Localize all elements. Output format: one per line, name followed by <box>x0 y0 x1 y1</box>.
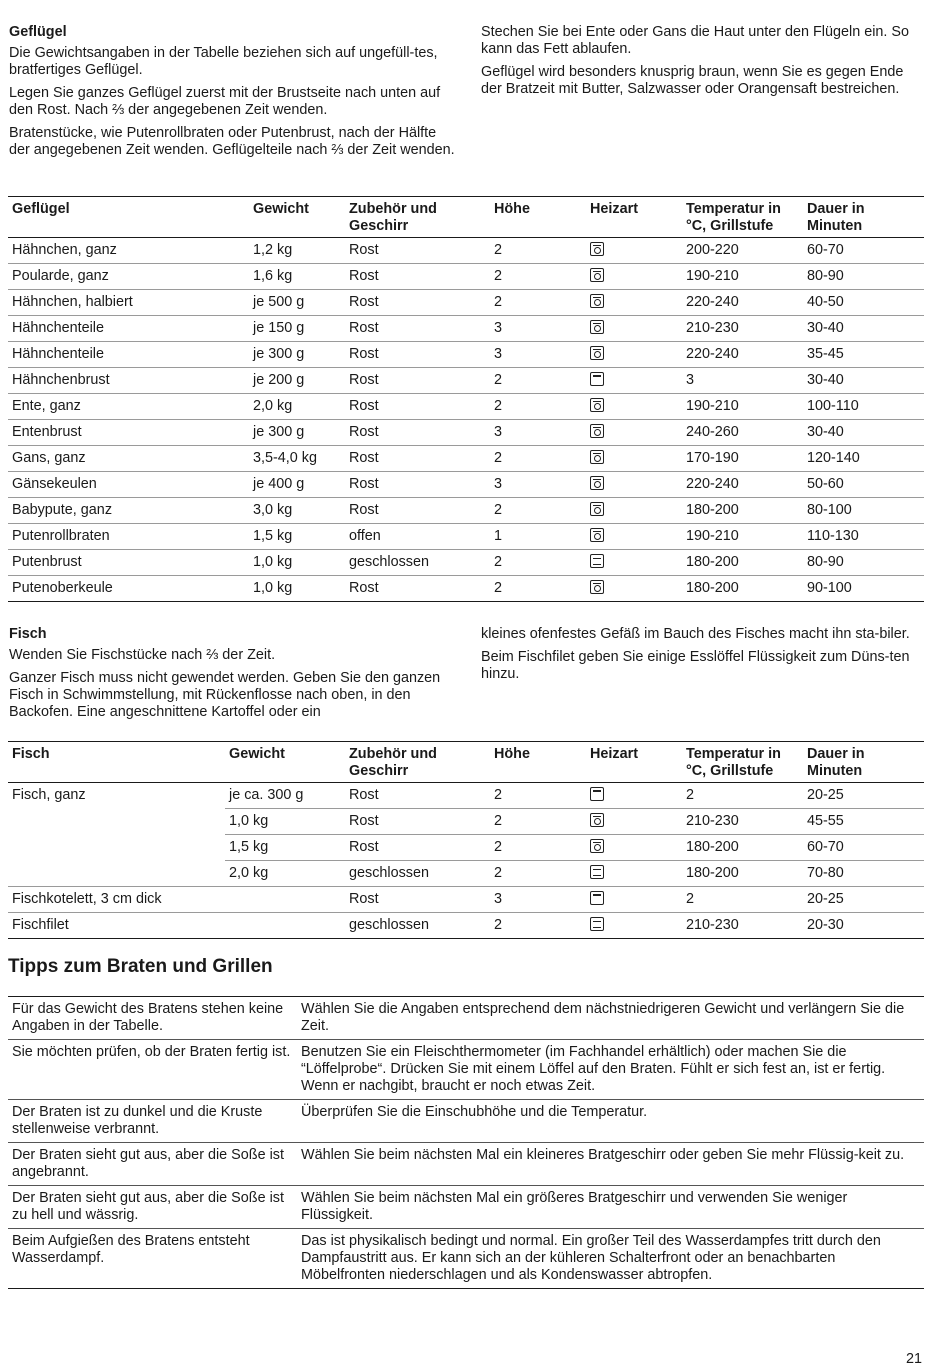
tip-problem: Beim Aufgießen des Bratens entsteht Wasserdampf. <box>8 1229 297 1289</box>
table-cell: Rost <box>345 316 490 342</box>
table-cell: Rost <box>345 783 490 809</box>
fish-intro-right <box>481 626 921 689</box>
ober-unterhitze-icon <box>590 917 604 931</box>
tip-problem: Der Braten ist zu dunkel und die Kruste stellenweise verbrannt. <box>8 1100 297 1143</box>
header-cell: Gewicht <box>249 197 345 238</box>
table-cell: 2 <box>682 783 803 809</box>
table-cell: 1,0 kg <box>249 550 345 576</box>
fish-paragraph: Beim Fischfilet geben Sie einige Esslöffel Flüssigkeit zum Düns-ten hinzu. <box>481 649 910 682</box>
header-cell: Zubehör und Geschirr <box>345 197 490 238</box>
table-cell: 170-190 <box>682 446 803 472</box>
tip-problem: Für das Gewicht des Bratens stehen keine Angaben in der Tabelle. <box>8 997 297 1040</box>
table-cell: 2 <box>490 264 586 290</box>
table-cell: 2 <box>490 913 586 939</box>
tip-solution: Benutzen Sie ein Fleischthermometer (im Fachhandel erhältlich) oder machen Sie die “Löffelprobe“. Drücken Sie mit einem Löffel auf den Braten. Fühlt er sich fest an, ist er fertig. Wenn er nachgibt, braucht er noch etwas Zeit. <box>297 1040 924 1100</box>
table-cell: 180-200 <box>682 550 803 576</box>
table-cell: Hähnchenbrust <box>8 368 249 394</box>
table-cell: 3,0 kg <box>249 498 345 524</box>
tips-row <box>8 1100 924 1143</box>
table-cell: Hähnchenteile <box>8 342 249 368</box>
poultry-heading: Geflügel <box>9 24 67 40</box>
table-row <box>8 913 924 939</box>
heating-mode-cell <box>586 290 682 316</box>
table-row <box>8 342 924 368</box>
table-row <box>8 809 924 835</box>
table-row <box>8 290 924 316</box>
table-cell: 1,0 kg <box>225 809 345 835</box>
table-cell: 80-90 <box>803 264 924 290</box>
table-cell: geschlossen <box>345 913 490 939</box>
heating-mode-cell <box>586 394 682 420</box>
table-row <box>8 861 924 887</box>
table-cell: Rost <box>345 420 490 446</box>
tip-solution: Überprüfen Sie die Einschubhöhe und die Temperatur. <box>297 1100 924 1143</box>
table-cell: 1,5 kg <box>249 524 345 550</box>
table-cell <box>8 835 225 861</box>
table-cell: 2 <box>490 394 586 420</box>
table-cell: 30-40 <box>803 420 924 446</box>
poultry-table-body <box>8 238 924 602</box>
table-cell: 3 <box>490 420 586 446</box>
table-cell <box>225 887 345 913</box>
table-cell <box>8 861 225 887</box>
table-cell: 2 <box>490 861 586 887</box>
table-cell: geschlossen <box>345 550 490 576</box>
fish-table <box>8 741 924 939</box>
header-cell: Höhe <box>490 197 586 238</box>
poultry-paragraph: Stechen Sie bei Ente oder Gans die Haut unter den Flügeln ein. So kann das Fett ablaufen. <box>481 24 910 57</box>
umluft-icon <box>590 398 604 412</box>
table-cell: 80-100 <box>803 498 924 524</box>
table-cell: 2 <box>490 783 586 809</box>
table-cell: 20-25 <box>803 783 924 809</box>
heating-mode-cell <box>586 835 682 861</box>
heating-mode-cell <box>586 809 682 835</box>
umluft-icon <box>590 580 604 594</box>
table-cell: je 200 g <box>249 368 345 394</box>
table-row <box>8 887 924 913</box>
tips-row <box>8 997 924 1040</box>
table-row <box>8 238 924 264</box>
table-cell: 80-90 <box>803 550 924 576</box>
header-cell: Temperatur in °C, Grillstufe <box>682 197 803 238</box>
table-cell: 3 <box>490 342 586 368</box>
table-cell: 30-40 <box>803 316 924 342</box>
table-cell: 35-45 <box>803 342 924 368</box>
table-cell: 210-230 <box>682 913 803 939</box>
table-cell: 1,5 kg <box>225 835 345 861</box>
page-number: 21 <box>905 1351 922 1367</box>
table-cell: Rost <box>345 290 490 316</box>
poultry-table-header <box>8 197 924 238</box>
table-cell: 2 <box>490 835 586 861</box>
table-cell: je ca. 300 g <box>225 783 345 809</box>
table-cell: 220-240 <box>682 290 803 316</box>
table-cell: Rost <box>345 264 490 290</box>
heating-mode-cell <box>586 783 682 809</box>
table-cell: 190-210 <box>682 524 803 550</box>
heating-mode-cell <box>586 550 682 576</box>
table-cell: 180-200 <box>682 835 803 861</box>
tip-problem: Der Braten sieht gut aus, aber die Soße ist zu hell und wässrig. <box>8 1186 297 1229</box>
poultry-intro-left <box>9 24 457 165</box>
table-row <box>8 368 924 394</box>
poultry-paragraph: Legen Sie ganzes Geflügel zuerst mit der Brustseite nach unten auf den Rost. Nach ⅔ der angegebenen Zeit wenden. <box>9 85 441 118</box>
table-cell: 2 <box>490 809 586 835</box>
table-cell: 1,2 kg <box>249 238 345 264</box>
header-cell: Gewicht <box>225 742 345 783</box>
table-cell: 210-230 <box>682 809 803 835</box>
heating-mode-cell <box>586 472 682 498</box>
table-cell: 3 <box>490 316 586 342</box>
tips-heading: Tipps zum Braten und Grillen <box>8 956 273 977</box>
heating-mode-cell <box>586 264 682 290</box>
heating-mode-cell <box>586 446 682 472</box>
table-row <box>8 550 924 576</box>
table-row <box>8 446 924 472</box>
table-cell: Putenoberkeule <box>8 576 249 602</box>
grill-icon <box>590 787 604 801</box>
table-cell: 2,0 kg <box>225 861 345 887</box>
table-cell: je 500 g <box>249 290 345 316</box>
table-cell: 3 <box>490 887 586 913</box>
fish-paragraph: Ganzer Fisch muss nicht gewendet werden. Geben Sie den ganzen Fisch in Schwimmstellung, mit Rückenflosse nach oben, in den Backofen. Eine angeschnittene Kartoffel oder ein <box>9 670 441 720</box>
table-cell: 200-220 <box>682 238 803 264</box>
heating-mode-cell <box>586 368 682 394</box>
table-cell: 2,0 kg <box>249 394 345 420</box>
table-cell: 100-110 <box>803 394 924 420</box>
table-row <box>8 316 924 342</box>
table-cell: 60-70 <box>803 238 924 264</box>
tips-row <box>8 1186 924 1229</box>
table-row <box>8 394 924 420</box>
poultry-paragraph: Die Gewichtsangaben in der Tabelle beziehen sich auf ungefüll-tes, bratfertiges Geflügel. <box>9 45 438 78</box>
table-cell: 60-70 <box>803 835 924 861</box>
umluft-icon <box>590 528 604 542</box>
table-cell: 220-240 <box>682 472 803 498</box>
table-cell: 2 <box>490 368 586 394</box>
table-cell: 1,0 kg <box>249 576 345 602</box>
table-cell: Hähnchenteile <box>8 316 249 342</box>
table-cell: Rost <box>345 809 490 835</box>
table-cell: 3 <box>682 368 803 394</box>
table-cell: Hähnchen, halbiert <box>8 290 249 316</box>
table-row <box>8 264 924 290</box>
table-cell: Rost <box>345 472 490 498</box>
table-cell: je 150 g <box>249 316 345 342</box>
table-cell <box>8 809 225 835</box>
table-cell: offen <box>345 524 490 550</box>
table-cell: Fisch, ganz <box>12 787 86 803</box>
table-cell: Poularde, ganz <box>8 264 249 290</box>
heating-mode-cell <box>586 238 682 264</box>
table-cell: Entenbrust <box>8 420 249 446</box>
grill-icon <box>590 891 604 905</box>
table-cell: 2 <box>490 550 586 576</box>
umluft-icon <box>590 450 604 464</box>
header-cell: Höhe <box>490 742 586 783</box>
table-cell: Fischkotelett, 3 cm dick <box>8 887 225 913</box>
table-cell: 3,5-4,0 kg <box>249 446 345 472</box>
table-cell: Rost <box>345 394 490 420</box>
header-cell: Dauer in Minuten <box>803 742 924 783</box>
table-cell: Hähnchen, ganz <box>8 238 249 264</box>
table-cell: 2 <box>682 887 803 913</box>
table-row <box>8 576 924 602</box>
umluft-icon <box>590 242 604 256</box>
table-cell: Putenrollbraten <box>8 524 249 550</box>
table-cell: Babypute, ganz <box>8 498 249 524</box>
table-cell: 40-50 <box>803 290 924 316</box>
table-cell: 1 <box>490 524 586 550</box>
ober-unterhitze-icon <box>590 554 604 568</box>
poultry-paragraph: Geflügel wird besonders knusprig braun, wenn Sie es gegen Ende der Bratzeit mit Butter, Salzwasser oder Orangensaft bestreichen. <box>481 64 904 97</box>
table-row <box>8 783 924 809</box>
table-row <box>8 420 924 446</box>
heating-mode-cell <box>586 861 682 887</box>
table-cell: 180-200 <box>682 861 803 887</box>
heating-mode-cell <box>586 420 682 446</box>
table-cell: Rost <box>345 498 490 524</box>
heating-mode-cell <box>586 524 682 550</box>
umluft-icon <box>590 294 604 308</box>
table-cell: je 400 g <box>249 472 345 498</box>
table-cell: 110-130 <box>803 524 924 550</box>
header-cell: Heizart <box>586 197 682 238</box>
tip-solution: Das ist physikalisch bedingt und normal. Ein großer Teil des Wasserdampfes tritt durch den Dampfaustritt aus. Er kann sich an der kühleren Schalterfront oder an benachbarten Möbelfronten niederschlagen und als Kondenswasser abtropfen. <box>297 1229 924 1289</box>
heating-mode-cell <box>586 342 682 368</box>
fish-heading: Fisch <box>9 626 47 642</box>
table-cell: 210-230 <box>682 316 803 342</box>
heating-mode-cell <box>586 316 682 342</box>
table-cell: 45-55 <box>803 809 924 835</box>
table-cell: 3 <box>490 472 586 498</box>
table-cell: je 300 g <box>249 342 345 368</box>
tip-solution: Wählen Sie die Angaben entsprechend dem nächstniedrigeren Gewicht und verlängern Sie die Zeit. <box>297 997 924 1040</box>
table-cell: Rost <box>345 238 490 264</box>
table-cell: Rost <box>345 368 490 394</box>
table-cell: 180-200 <box>682 576 803 602</box>
table-cell: Putenbrust <box>8 550 249 576</box>
tip-problem: Sie möchten prüfen, ob der Braten fertig ist. <box>8 1040 297 1100</box>
fish-paragraph: kleines ofenfestes Gefäß im Bauch des Fisches macht ihn sta-biler. <box>481 626 910 642</box>
table-cell: Ente, ganz <box>8 394 249 420</box>
tips-table <box>8 996 924 1289</box>
tip-problem: Der Braten sieht gut aus, aber die Soße ist angebrannt. <box>8 1143 297 1186</box>
tip-solution: Wählen Sie beim nächsten Mal ein größeres Bratgeschirr und verwenden Sie weniger Flüssigkeit. <box>297 1186 924 1229</box>
table-cell: Rost <box>345 342 490 368</box>
table-cell: 220-240 <box>682 342 803 368</box>
umluft-icon <box>590 813 604 827</box>
table-cell: 2 <box>490 498 586 524</box>
table-cell: 20-25 <box>803 887 924 913</box>
tips-row <box>8 1040 924 1100</box>
ober-unterhitze-icon <box>590 865 604 879</box>
table-cell <box>225 913 345 939</box>
table-row <box>8 498 924 524</box>
table-cell: Rost <box>345 887 490 913</box>
table-cell: Gans, ganz <box>8 446 249 472</box>
table-cell: 120-140 <box>803 446 924 472</box>
table-cell: 180-200 <box>682 498 803 524</box>
tips-table-body <box>8 997 924 1289</box>
tip-solution: Wählen Sie beim nächsten Mal ein kleineres Bratgeschirr oder geben Sie mehr Flüssig-keit zu. <box>297 1143 924 1186</box>
fish-intro-left <box>9 626 457 727</box>
fish-paragraph: Wenden Sie Fischstücke nach ⅔ der Zeit. <box>9 647 276 663</box>
table-cell: 2 <box>490 446 586 472</box>
header-cell: Dauer in Minuten <box>803 197 924 238</box>
umluft-icon <box>590 346 604 360</box>
table-cell: 20-30 <box>803 913 924 939</box>
table-cell: Fischfilet <box>8 913 225 939</box>
table-cell: 2 <box>490 290 586 316</box>
table-cell: 2 <box>490 238 586 264</box>
heating-mode-cell <box>586 913 682 939</box>
umluft-icon <box>590 268 604 282</box>
grill-icon <box>590 372 604 386</box>
header-cell: Geflügel <box>8 197 249 238</box>
table-cell: Rost <box>345 446 490 472</box>
umluft-icon <box>590 502 604 516</box>
heating-mode-cell <box>586 576 682 602</box>
table-cell: Rost <box>345 576 490 602</box>
poultry-intro-right <box>481 24 921 104</box>
umluft-icon <box>590 320 604 334</box>
heating-mode-cell <box>586 887 682 913</box>
umluft-icon <box>590 424 604 438</box>
table-cell: 90-100 <box>803 576 924 602</box>
table-cell: 1,6 kg <box>249 264 345 290</box>
fish-table-header <box>8 742 924 783</box>
table-row <box>8 835 924 861</box>
table-cell: 30-40 <box>803 368 924 394</box>
header-cell: Heizart <box>586 742 682 783</box>
poultry-table <box>8 196 924 602</box>
header-cell: Fisch <box>8 742 225 783</box>
table-cell: 70-80 <box>803 861 924 887</box>
table-cell: Rost <box>345 835 490 861</box>
poultry-paragraph: Bratenstücke, wie Putenrollbraten oder Putenbrust, nach der Hälfte der angegebenen Zeit wenden. Geflügelteile nach ⅔ der Zeit wenden. <box>9 125 455 158</box>
table-cell: geschlossen <box>345 861 490 887</box>
table-cell: 190-210 <box>682 394 803 420</box>
table-row <box>8 472 924 498</box>
header-cell: Zubehör und Geschirr <box>345 742 490 783</box>
tips-row <box>8 1143 924 1186</box>
heating-mode-cell <box>586 498 682 524</box>
tips-row <box>8 1229 924 1289</box>
fish-table-body <box>8 783 924 939</box>
table-cell: 2 <box>490 576 586 602</box>
umluft-icon <box>590 839 604 853</box>
table-cell: 190-210 <box>682 264 803 290</box>
table-cell: 50-60 <box>803 472 924 498</box>
umluft-icon <box>590 476 604 490</box>
table-cell: 240-260 <box>682 420 803 446</box>
header-cell: Temperatur in °C, Grillstufe <box>682 742 803 783</box>
table-row <box>8 524 924 550</box>
table-cell: Gänsekeulen <box>8 472 249 498</box>
table-cell: je 300 g <box>249 420 345 446</box>
